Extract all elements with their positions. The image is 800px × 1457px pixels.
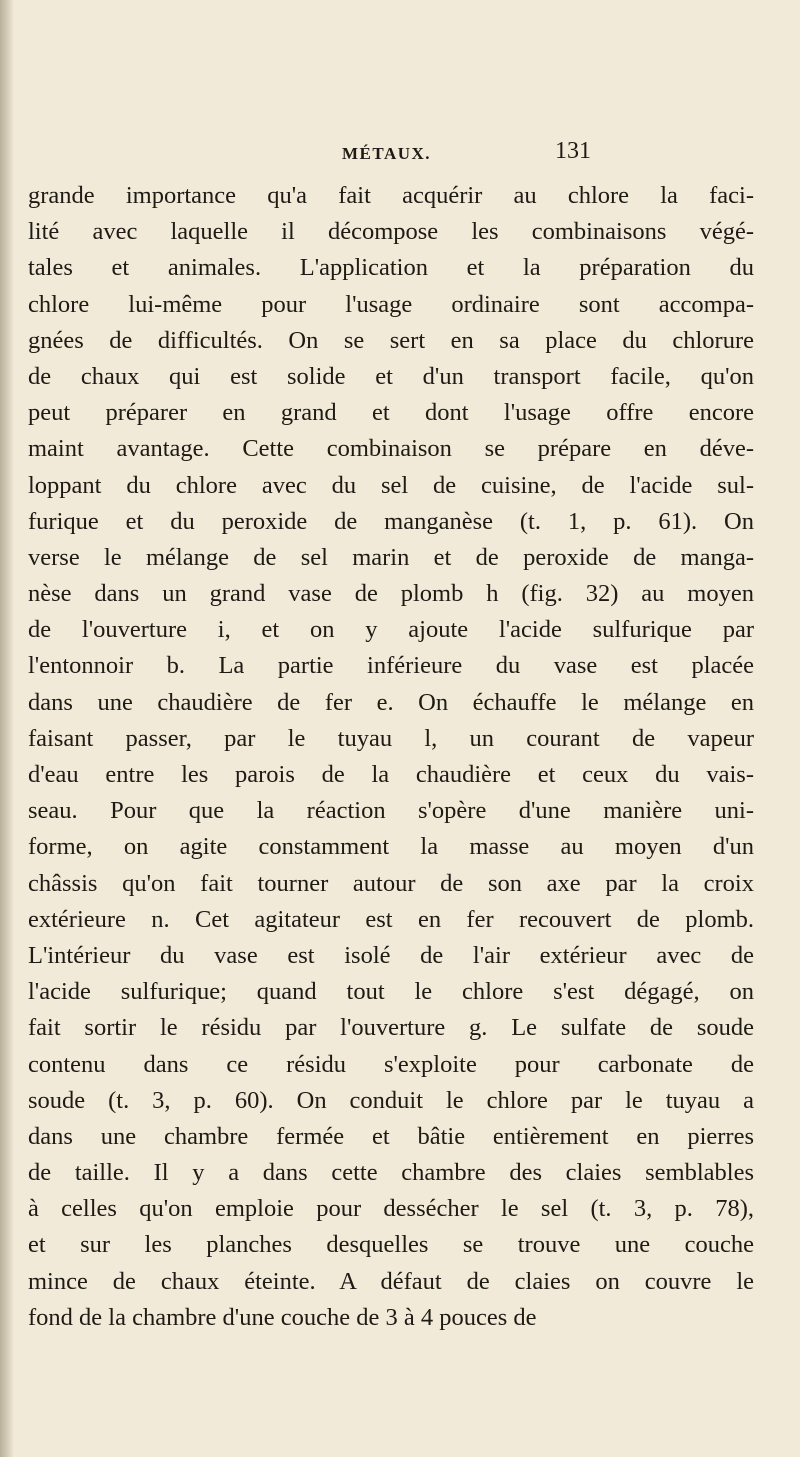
- text-line: extérieure n. Cet agitateur est en fer recouvert de plomb.: [28, 905, 754, 933]
- text-line: de taille. Il y a dans cette chambre des claies semblables: [28, 1159, 754, 1187]
- text-line: nèse dans un grand vase de plomb h (fig. 32) au moyen: [28, 580, 754, 608]
- text-line: verse le mélange de sel marin et de peroxide de manga-: [28, 543, 754, 571]
- text-line: dans une chaudière de fer e. On échauffe le mélange en: [28, 688, 754, 716]
- text-line: mince de chaux éteinte. A défaut de claies on couvre le: [28, 1267, 754, 1295]
- text-line: maint avantage. Cette combinaison se prépare en déve-: [28, 435, 754, 463]
- text-line: faisant passer, par le tuyau l, un courant de vapeur: [28, 724, 754, 752]
- text-line: tales et animales. L'application et la préparation du: [28, 254, 754, 282]
- book-page: [24, 138, 774, 1336]
- running-head-title: MÉTAUX.: [342, 144, 432, 163]
- text-line: peut préparer en grand et dont l'usage offre encore: [28, 399, 754, 427]
- text-line: grande importance qu'a fait acquérir au chlore la faci-: [28, 182, 754, 209]
- text-line: fond de la chambre d'une couche de 3 à 4 pouces de: [28, 1303, 537, 1331]
- text-line: loppant du chlore avec du sel de cuisine, de l'acide sul-: [28, 471, 754, 499]
- page-number: 131: [555, 138, 591, 164]
- text-line: dans une chambre fermée et bâtie entièrement en pierres: [28, 1122, 754, 1150]
- text-line: de l'ouverture i, et on y ajoute l'acide sulfurique par: [28, 616, 754, 644]
- text-line: de chaux qui est solide et d'un transport facile, qu'on: [28, 362, 754, 390]
- body-text: [24, 178, 774, 1336]
- text-line: lité avec laquelle il décompose les combinaisons végé-: [28, 218, 754, 246]
- text-line: soude (t. 3, p. 60). On conduit le chlore par le tuyau a: [28, 1086, 754, 1114]
- text-line: l'entonnoir b. La partie inférieure du vase est placée: [28, 652, 754, 680]
- text-line: l'acide sulfurique; quand tout le chlore s'est dégagé, on: [28, 978, 754, 1006]
- text-line: fait sortir le résidu par l'ouverture g. Le sulfate de soude: [28, 1014, 754, 1042]
- text-line: furique et du peroxide de manganèse (t. 1, p. 61). On: [28, 507, 754, 535]
- text-line: gnées de difficultés. On se sert en sa place du chlorure: [28, 326, 754, 354]
- text-line: L'intérieur du vase est isolé de l'air extérieur avec de: [28, 941, 754, 969]
- text-line: d'eau entre les parois de la chaudière et ceux du vais-: [28, 761, 754, 788]
- text-line: chlore lui-même pour l'usage ordinaire sont accompa-: [28, 290, 754, 318]
- text-line: contenu dans ce résidu s'exploite pour carbonate de: [28, 1050, 754, 1078]
- running-head: [24, 138, 774, 178]
- text-line: châssis qu'on fait tourner autour de son axe par la croix: [28, 869, 754, 897]
- text-line: seau. Pour que la réaction s'opère d'une manière uni-: [28, 797, 754, 825]
- page-gutter-shadow: [0, 0, 14, 1457]
- text-line: forme, on agite constamment la masse au moyen d'un: [28, 833, 754, 861]
- text-line: et sur les planches desquelles se trouve une couche: [28, 1231, 754, 1259]
- text-line: à celles qu'on emploie pour dessécher le sel (t. 3, p. 78),: [28, 1195, 754, 1223]
